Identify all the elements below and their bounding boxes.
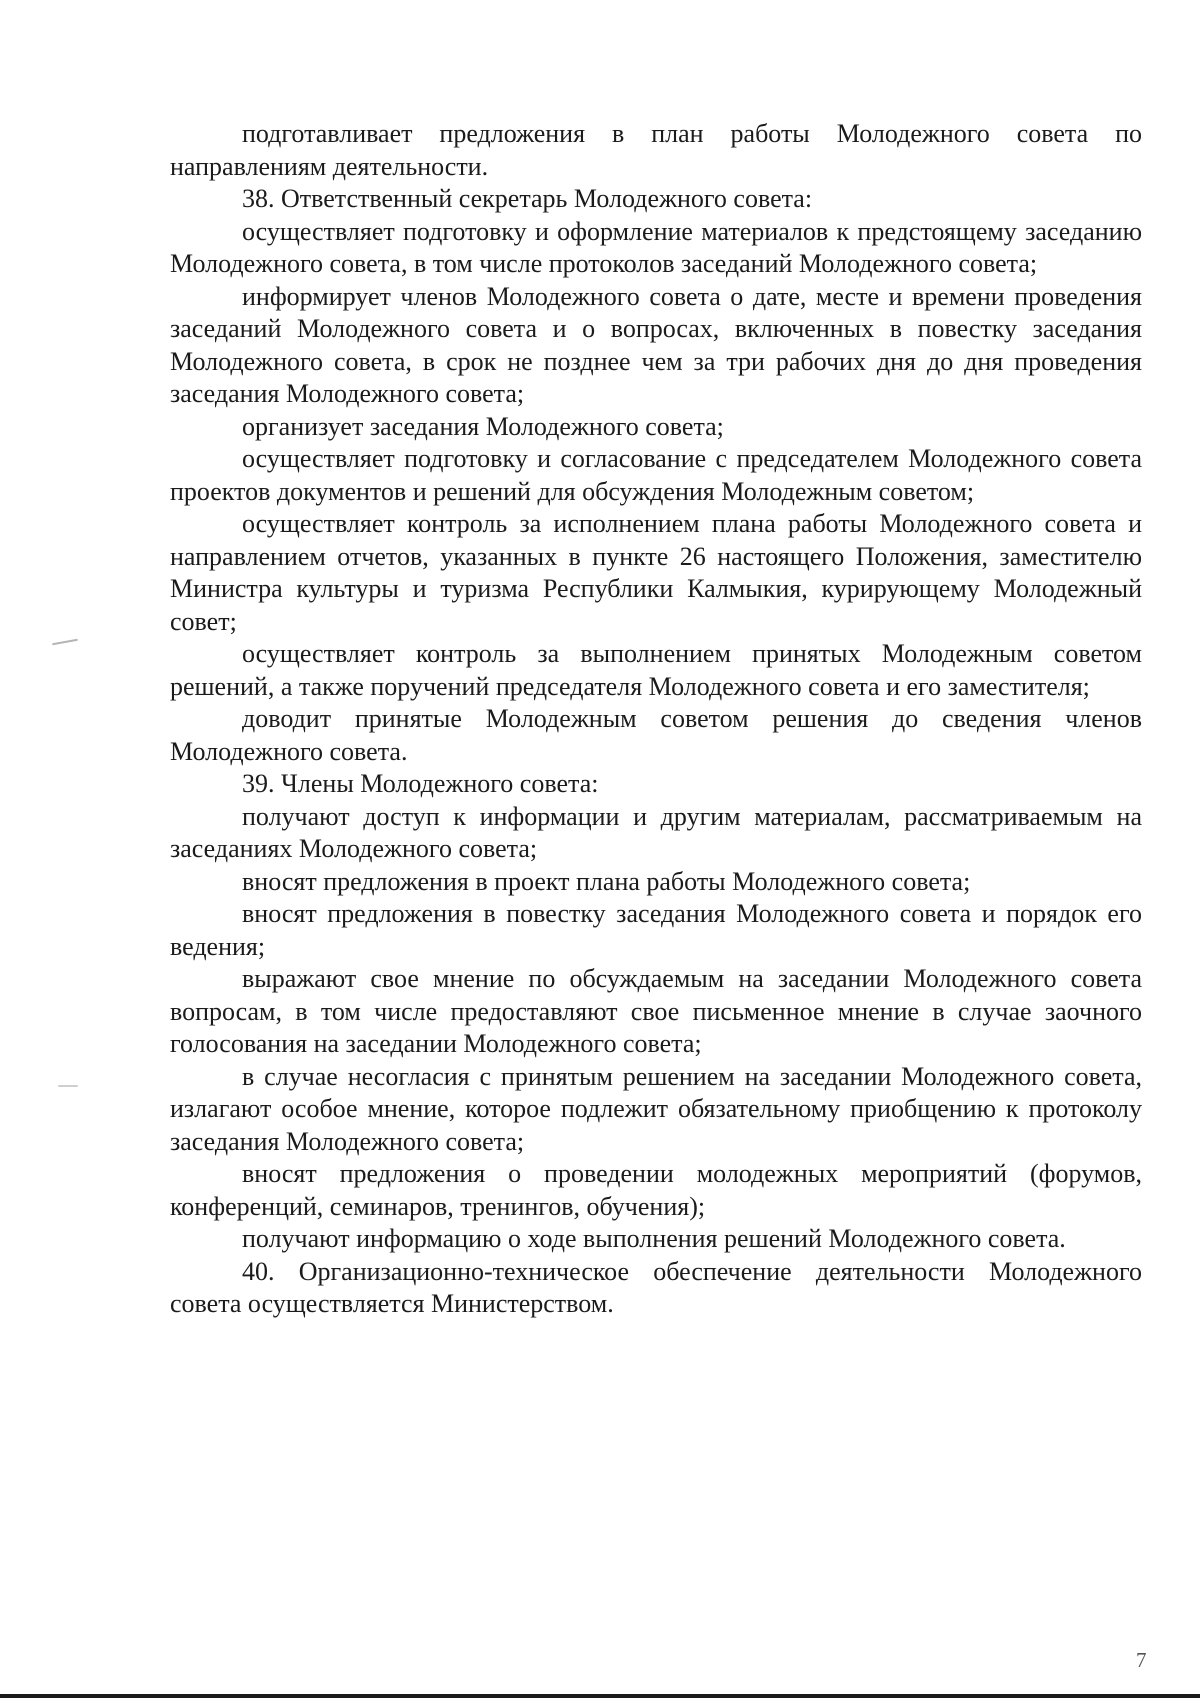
paragraph: осуществляет подготовку и оформление материалов к предстоящему заседанию Молодежного совета, в том числе протоколов заседаний Молодежного совета; xyxy=(170,216,1142,278)
paragraph: организует заседания Молодежного совета; xyxy=(242,411,724,441)
paragraph: получают доступ к информации и другим материалам, рассматриваемым на заседаниях Молодежного совета; xyxy=(170,801,1142,863)
scan-artifact-mark xyxy=(58,1085,78,1087)
paragraph: информирует членов Молодежного совета о дате, месте и времени проведения заседаний Молодежного совета и о вопросах, включенных в повестку заседания Молодежного совета, в срок не позднее чем за три рабочих дня до дня проведения заседания Молодежного совета; xyxy=(170,281,1142,408)
scan-bottom-edge xyxy=(0,1694,1200,1698)
document-body xyxy=(170,118,1142,1321)
paragraph: осуществляет подготовку и согласование с председателем Молодежного совета проектов документов и решений для обсуждения Молодежным советом; xyxy=(170,444,1142,506)
paragraph: получают информацию о ходе выполнения решений Молодежного совета. xyxy=(242,1224,1066,1253)
page-number: 7 xyxy=(1136,1648,1147,1672)
section-heading-39: 39. Члены Молодежного совета: xyxy=(242,769,599,798)
paragraph: вносят предложения в повестку заседания Молодежного совета и порядок его ведения; xyxy=(170,899,1142,961)
paragraph: в случае несогласия с принятым решением на заседании Молодежного совета, излагают особое мнение, которое подлежит обязательному приобщению к протоколу заседания Молодежного совета; xyxy=(170,1061,1142,1156)
paragraph: осуществляет контроль за исполнением плана работы Молодежного совета и направлением отчетов, указанных в пункте 26 настоящего Положения, заместителю Министра культуры и туризма Республики Калмыкия, курирующему Молодежный совет; xyxy=(170,509,1142,636)
scan-artifact-mark xyxy=(52,639,78,645)
section-40: 40. Организационно-техническое обеспечение деятельности Молодежного совета осуществляется Министерством. xyxy=(170,1256,1142,1318)
paragraph: осуществляет контроль за выполнением принятых Молодежным советом решений, а также поручений председателя Молодежного совета и его заместителя; xyxy=(170,639,1142,701)
paragraph: вносят предложения о проведении молодежных мероприятий (форумов, конференций, семинаров, тренингов, обучения); xyxy=(170,1159,1142,1221)
paragraph: подготавливает предложения в план работы Молодежного совета по направлениям деятельности. xyxy=(170,119,1142,181)
paragraph: доводит принятые Молодежным советом решения до сведения членов Молодежного совета. xyxy=(170,704,1142,766)
section-heading-38: 38. Ответственный секретарь Молодежного совета: xyxy=(242,184,813,213)
paragraph: выражают свое мнение по обсуждаемым на заседании Молодежного совета вопросам, в том числе предоставляют свое письменное мнение в случае заочного голосования на заседании Молодежного совета; xyxy=(170,964,1142,1058)
paragraph: вносят предложения в проект плана работы Молодежного совета; xyxy=(242,866,971,896)
